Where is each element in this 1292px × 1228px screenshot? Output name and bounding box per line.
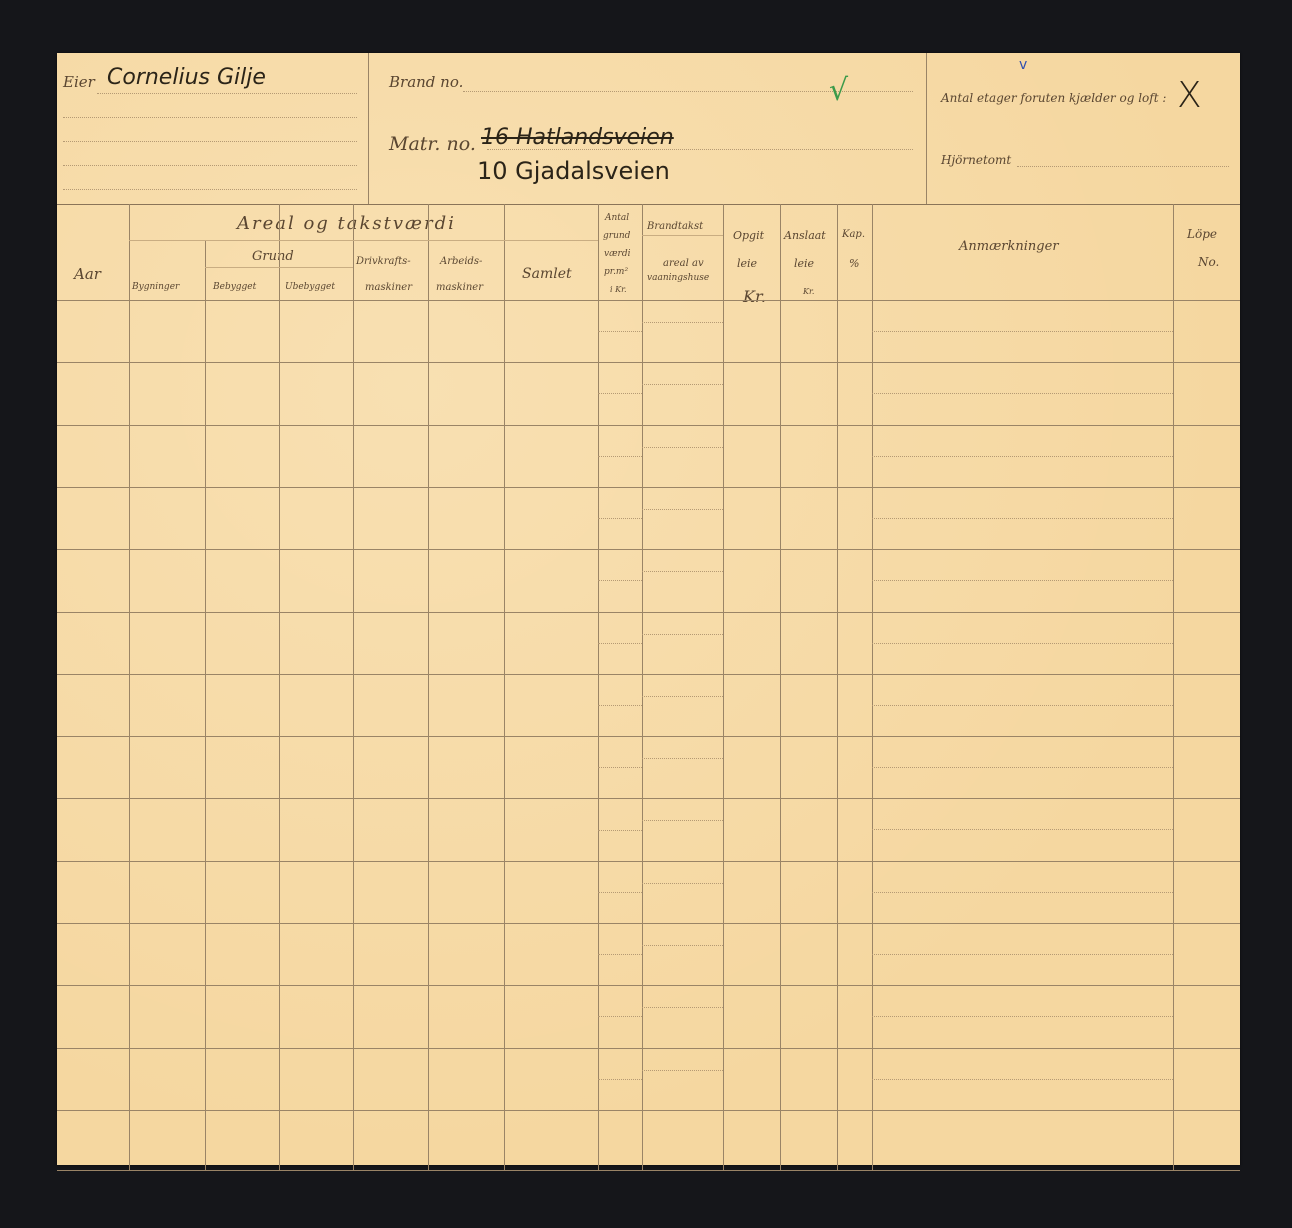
col-line — [353, 204, 354, 1170]
brand-subline — [642, 235, 723, 236]
anm-dotline — [872, 954, 1173, 955]
col-line — [723, 204, 724, 1170]
brand-dotline — [642, 945, 723, 946]
matr-line — [487, 149, 913, 150]
corner-label: Hjörnetomt — [941, 153, 1012, 167]
col-antal-1: Antal — [605, 213, 630, 223]
matr-label: Matr. no. — [389, 133, 476, 155]
brand-dotline — [642, 883, 723, 884]
owner-line-5 — [63, 189, 357, 190]
col-line — [872, 204, 873, 1170]
floors-label: Antal etager foruten kjælder og loft : — [941, 91, 1167, 105]
col-brandtakst: Brandtakst — [647, 221, 704, 232]
col-grund: Grund — [252, 249, 294, 264]
table-bottom-line — [57, 1170, 1240, 1171]
bu-midline — [598, 767, 642, 768]
row-line — [57, 736, 1240, 737]
row-line — [57, 923, 1240, 924]
owner-line-3 — [63, 141, 357, 142]
col-drivkraft-2: maskiner — [365, 282, 412, 293]
header-sep-2 — [926, 53, 927, 204]
col-opgit-kr: Kr. — [743, 287, 766, 306]
brand-dotline — [642, 509, 723, 510]
col-opgit-2: leie — [737, 257, 758, 270]
brand-dotline — [642, 758, 723, 759]
brand-dotline — [642, 696, 723, 697]
bu-midline — [598, 830, 642, 831]
row-line — [57, 549, 1240, 550]
col-anslaat-2: leie — [794, 257, 815, 270]
col-line — [642, 204, 643, 1170]
anm-dotline — [872, 767, 1173, 768]
col-anslaat-kr: Kr. — [803, 287, 815, 296]
header-bottom-line — [57, 300, 1240, 301]
anm-dotline — [872, 580, 1173, 581]
bu-midline — [598, 705, 642, 706]
bu-midline — [598, 393, 642, 394]
floors-value: X — [1177, 75, 1202, 116]
col-antal-5: i Kr. — [610, 285, 627, 294]
brand-dotline — [642, 384, 723, 385]
row-line — [57, 798, 1240, 799]
bu-midline — [598, 518, 642, 519]
col-bebygget: Bebygget — [213, 282, 257, 292]
anm-dotline — [872, 643, 1173, 644]
col-arbeids-1: Arbeids- — [440, 256, 483, 267]
row-line — [57, 425, 1240, 426]
owner-value: Cornelius Gilje — [107, 65, 266, 90]
anm-dotline — [872, 518, 1173, 519]
header-divider — [57, 204, 1240, 205]
brand-dotline — [642, 571, 723, 572]
anm-dotline — [872, 829, 1173, 830]
property-card — [57, 53, 1240, 1165]
col-areal-title: Areal og takstværdi — [237, 213, 456, 234]
col-line — [504, 204, 505, 1170]
col-ubebygget: Ubebygget — [285, 282, 335, 292]
row-line — [57, 861, 1240, 862]
row-line — [57, 1110, 1240, 1111]
col-antal-4: pr.m² — [604, 267, 629, 277]
row-line — [57, 487, 1240, 488]
col-aar: Aar — [74, 265, 101, 283]
col-areal-av-2: vaaningshuse — [647, 273, 710, 283]
col-samlet: Samlet — [522, 266, 572, 282]
brand-dotline — [642, 1070, 723, 1071]
anm-dotline — [872, 705, 1173, 706]
blue-check: v — [1019, 57, 1028, 73]
bu-midline — [598, 643, 642, 644]
col-line — [837, 204, 838, 1170]
col-line — [205, 240, 206, 1170]
owner-line-2 — [63, 117, 357, 118]
bu-midline — [598, 892, 642, 893]
corner-line — [1017, 166, 1229, 167]
row-line — [57, 612, 1240, 613]
row-line — [57, 1048, 1240, 1049]
col-arbeids-2: maskiner — [436, 282, 483, 293]
col-line — [598, 204, 599, 1170]
bu-midline — [598, 456, 642, 457]
bu-midline — [598, 331, 642, 332]
bu-midline — [598, 1016, 642, 1017]
owner-line-4 — [63, 165, 357, 166]
brand-dotline — [642, 322, 723, 323]
col-opgit-1: Opgit — [733, 229, 765, 242]
brand-dotline — [642, 820, 723, 821]
row-line — [57, 362, 1240, 363]
brand-dotline — [642, 634, 723, 635]
row-line — [57, 985, 1240, 986]
areal-subline — [129, 240, 598, 241]
anm-dotline — [872, 331, 1173, 332]
grund-subline — [205, 267, 353, 268]
col-areal-av-1: areal av — [663, 258, 704, 269]
col-line — [780, 204, 781, 1170]
col-line — [428, 204, 429, 1170]
anm-dotline — [872, 456, 1173, 457]
row-line — [57, 674, 1240, 675]
bu-midline — [598, 954, 642, 955]
col-antal-2: grund — [603, 231, 631, 241]
col-antal-3: værdi — [604, 249, 631, 259]
col-kap-1: Kap. — [842, 229, 866, 240]
anm-dotline — [872, 892, 1173, 893]
anm-dotline — [872, 1079, 1173, 1080]
col-drivkraft-1: Drivkrafts- — [356, 256, 411, 267]
matr-struck-value: 16 Hatlandsveien — [481, 125, 674, 150]
col-line — [279, 204, 280, 1170]
owner-line-1 — [97, 93, 357, 94]
brand-dotline — [642, 447, 723, 448]
bu-midline — [598, 1079, 642, 1080]
col-anmaerkninger: Anmærkninger — [959, 239, 1059, 254]
brand-dotline — [642, 1007, 723, 1008]
anm-dotline — [872, 393, 1173, 394]
brand-label: Brand no. — [389, 73, 464, 91]
col-lope-2: No. — [1198, 255, 1220, 269]
anm-dotline — [872, 1016, 1173, 1017]
matr-value: 10 Gjadalsveien — [477, 157, 670, 185]
header-sep-1 — [368, 53, 369, 204]
col-kap-2: % — [849, 257, 860, 270]
col-bygninger: Bygninger — [132, 282, 180, 292]
green-check: √ — [829, 73, 849, 108]
col-line — [1173, 204, 1174, 1170]
owner-label: Eier — [63, 73, 95, 91]
col-lope-1: Löpe — [1187, 227, 1217, 241]
col-line — [129, 204, 130, 1170]
bu-midline — [598, 580, 642, 581]
col-anslaat-1: Anslaat — [784, 229, 826, 242]
